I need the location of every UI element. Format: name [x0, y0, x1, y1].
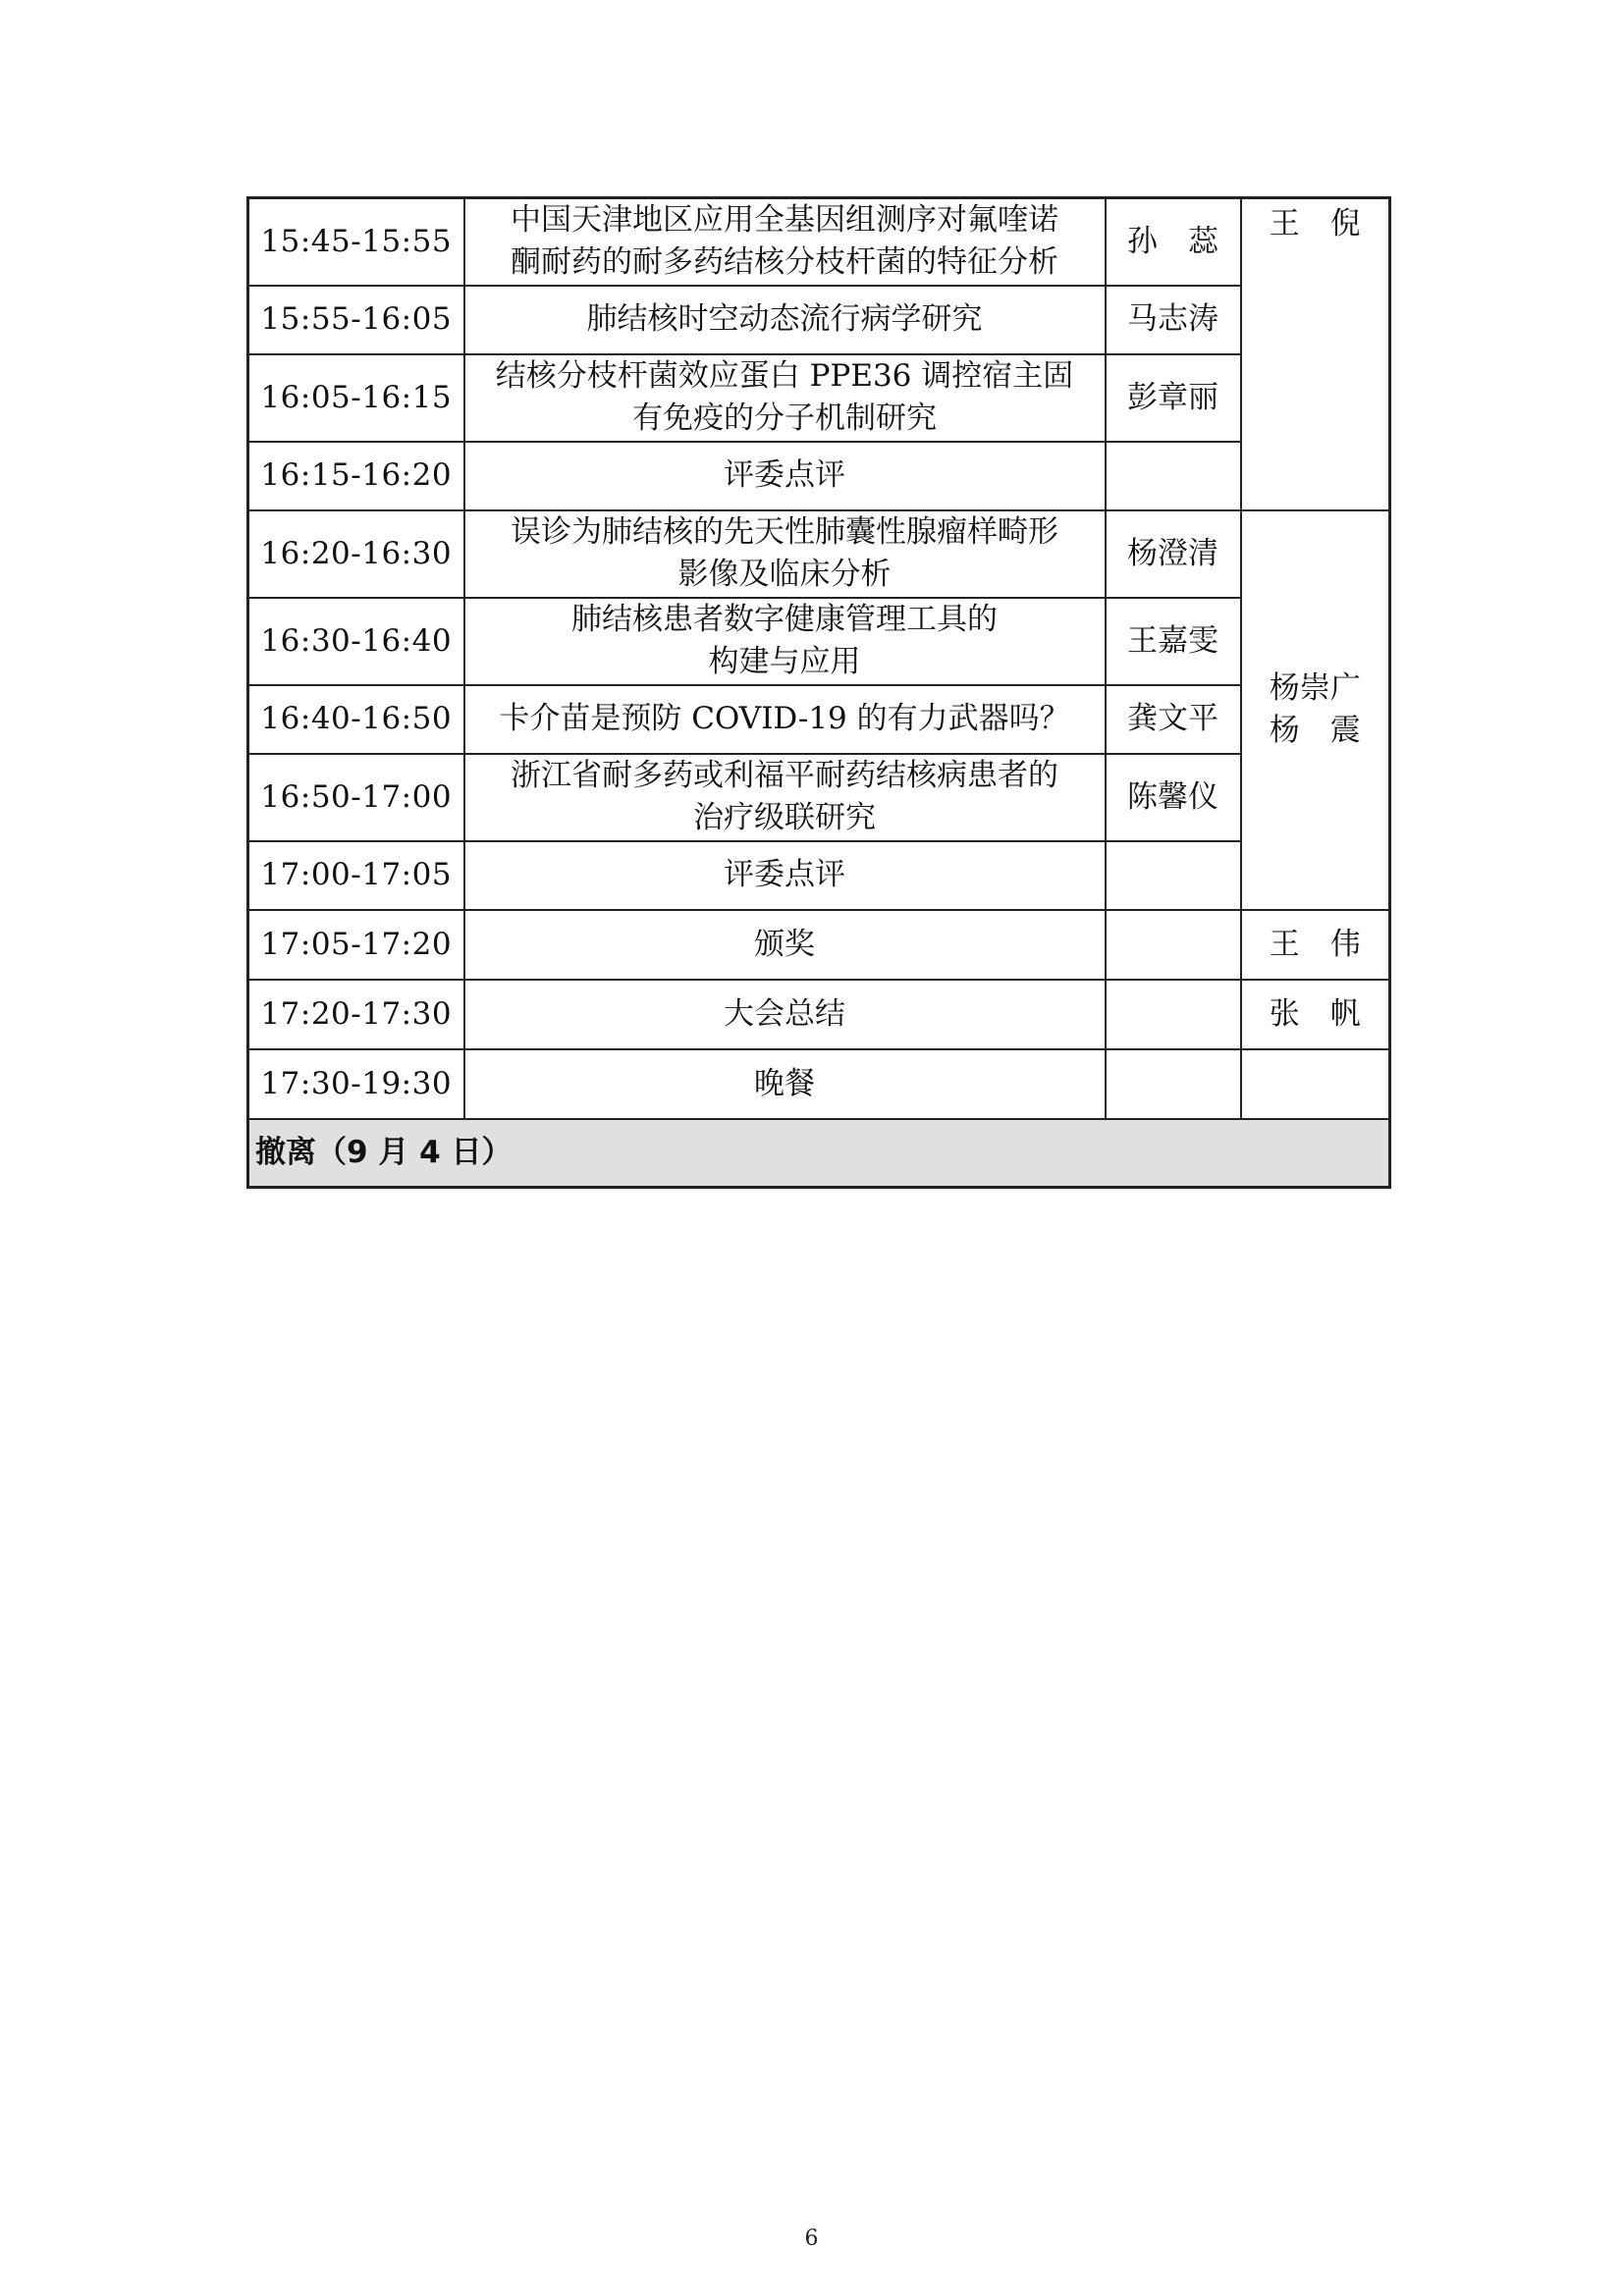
agenda-table	[246, 196, 1391, 1189]
departure-row: 撤离（9 月 4 日）	[248, 1119, 1390, 1188]
topic-cell	[464, 510, 1106, 598]
time-cell: 16:05-16:15	[248, 354, 464, 442]
topic-line: 评委点评	[724, 857, 845, 892]
chair-cell: 王 倪	[1241, 198, 1390, 510]
topic-line: 误诊为肺结核的先天性肺囊性腺瘤样畸形	[511, 514, 1058, 550]
topic-line: 中国天津地区应用全基因组测序对氟喹诺	[511, 202, 1058, 239]
table-row	[248, 1049, 1390, 1119]
table-row	[248, 754, 1390, 841]
table-row	[248, 685, 1390, 754]
table-row	[248, 354, 1390, 442]
speaker-cell: 龚文平	[1106, 685, 1241, 754]
time-cell: 16:20-16:30	[248, 510, 464, 598]
chair-name: 杨 震	[1269, 713, 1361, 748]
speaker-cell	[1106, 442, 1241, 510]
time-cell: 16:30-16:40	[248, 598, 464, 685]
table-row	[248, 980, 1390, 1049]
time-cell: 16:50-17:00	[248, 754, 464, 841]
table-row	[248, 198, 1390, 286]
time-cell: 15:55-16:05	[248, 286, 464, 354]
page-number: 6	[804, 2226, 819, 2251]
table-row	[248, 510, 1390, 598]
topic-cell	[464, 910, 1106, 980]
topic-line: 结核分枝杆菌效应蛋白 PPE36 调控宿主固	[495, 358, 1074, 394]
table-row	[248, 841, 1390, 910]
topic-line: 有免疫的分子机制研究	[632, 400, 937, 436]
table-row	[248, 598, 1390, 685]
time-cell: 17:05-17:20	[248, 910, 464, 980]
speaker-cell: 马志涛	[1106, 286, 1241, 354]
topic-cell	[464, 354, 1106, 442]
table-row	[248, 1119, 1390, 1188]
topic-line: 肺结核患者数字健康管理工具的	[571, 602, 998, 637]
speaker-cell: 彭章丽	[1106, 354, 1241, 442]
topic-line: 构建与应用	[708, 644, 861, 679]
speaker-cell	[1106, 980, 1241, 1049]
topic-line: 浙江省耐多药或利福平耐药结核病患者的	[511, 758, 1058, 793]
topic-line: 晚餐	[754, 1065, 815, 1101]
chair-cell: 王 伟	[1241, 910, 1390, 980]
topic-cell	[464, 980, 1106, 1049]
speaker-cell: 杨澄清	[1106, 510, 1241, 598]
topic-cell	[464, 442, 1106, 510]
table-row	[248, 442, 1390, 510]
topic-line: 大会总结	[724, 995, 845, 1032]
topic-line: 颁奖	[754, 926, 815, 962]
time-cell: 16:15-16:20	[248, 442, 464, 510]
table-row	[248, 286, 1390, 354]
topic-line: 影像及临床分析	[677, 557, 892, 592]
topic-line: 酮耐药的耐多药结核分枝杆菌的特征分析	[511, 244, 1058, 281]
time-cell: 15:45-15:55	[248, 198, 464, 286]
speaker-cell: 陈馨仪	[1106, 754, 1241, 841]
topic-cell	[464, 841, 1106, 910]
topic-line: 卡介苗是预防 COVID-19 的有力武器吗？	[499, 701, 1070, 736]
time-cell: 17:20-17:30	[248, 980, 464, 1049]
topic-line: 肺结核时空动态流行病学研究	[586, 301, 983, 337]
topic-cell	[464, 685, 1106, 754]
time-cell: 17:30-19:30	[248, 1049, 464, 1119]
speaker-cell	[1106, 1049, 1241, 1119]
time-cell: 17:00-17:05	[248, 841, 464, 910]
topic-line: 评委点评	[724, 457, 845, 493]
speaker-cell	[1106, 841, 1241, 910]
chair-cell: 张 帆	[1241, 980, 1390, 1049]
topic-cell	[464, 1049, 1106, 1119]
topic-cell	[464, 754, 1106, 841]
chair-cell	[1241, 510, 1390, 910]
speaker-cell	[1106, 910, 1241, 980]
chair-cell	[1241, 1049, 1390, 1119]
table-row	[248, 910, 1390, 980]
speaker-cell: 王嘉雯	[1106, 598, 1241, 685]
topic-cell	[464, 286, 1106, 354]
time-cell: 16:40-16:50	[248, 685, 464, 754]
topic-cell	[464, 598, 1106, 685]
topic-line: 治疗级联研究	[693, 800, 876, 835]
chair-name: 杨崇广	[1269, 670, 1361, 706]
topic-cell	[464, 198, 1106, 286]
speaker-cell: 孙 蕊	[1106, 198, 1241, 286]
